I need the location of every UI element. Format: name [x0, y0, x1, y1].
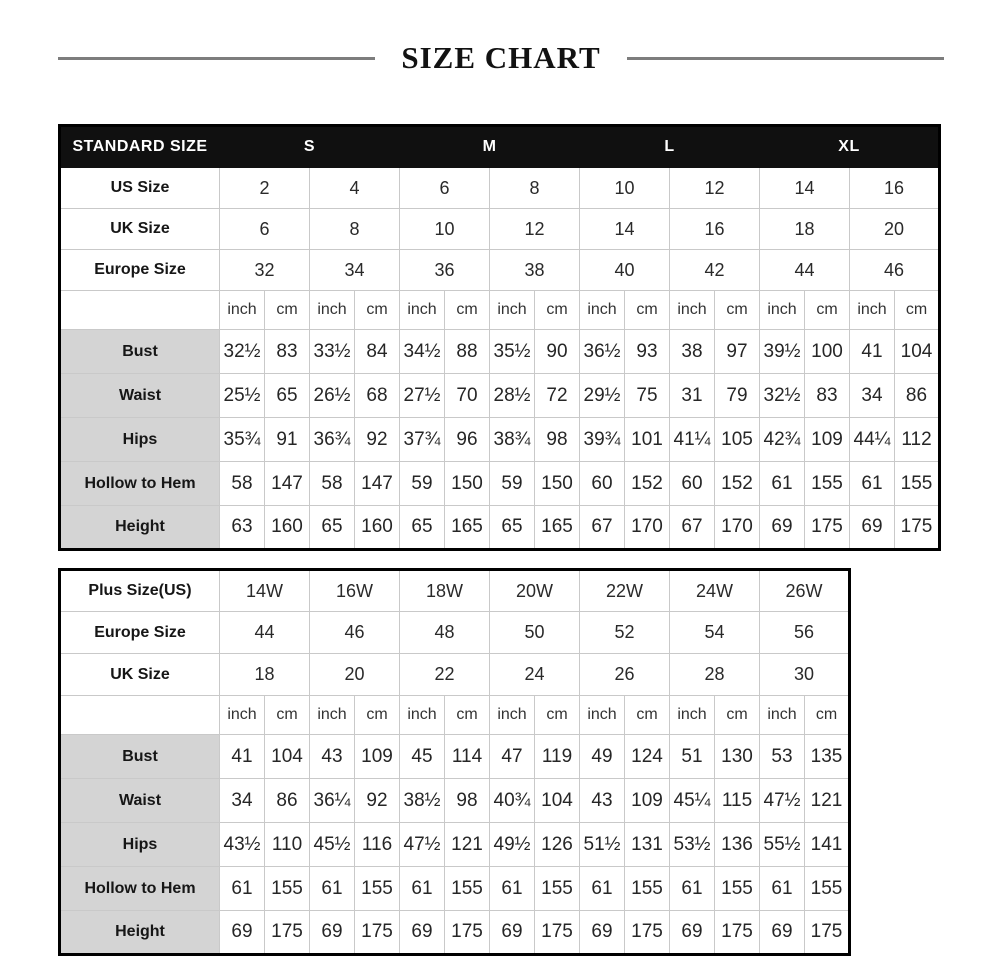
measure-value: 49½ [490, 823, 535, 867]
measure-value: 37¾ [400, 418, 445, 462]
measure-value: 69 [400, 911, 445, 955]
unit-inch-label: inch [760, 696, 805, 735]
measure-value: 58 [220, 462, 265, 506]
measure-value: 165 [445, 506, 490, 550]
measure-label: Hips [60, 418, 220, 462]
measure-label: Waist [60, 374, 220, 418]
size-value: 32 [220, 250, 310, 291]
unit-cm-label: cm [535, 291, 580, 330]
measure-value: 53 [760, 735, 805, 779]
size-value: 10 [580, 168, 670, 209]
measure-value: 39½ [760, 330, 805, 374]
measure-label: Hips [60, 823, 220, 867]
measure-value: 35¾ [220, 418, 265, 462]
size-row [60, 168, 940, 209]
measure-value: 131 [625, 823, 670, 867]
measure-row [60, 506, 940, 550]
measure-value: 84 [355, 330, 400, 374]
measure-value: 35½ [490, 330, 535, 374]
measure-value: 175 [535, 911, 580, 955]
measure-value: 61 [580, 867, 625, 911]
measure-value: 59 [490, 462, 535, 506]
size-value: 46 [310, 612, 400, 654]
measure-row [60, 374, 940, 418]
measure-value: 114 [445, 735, 490, 779]
measure-value: 40¾ [490, 779, 535, 823]
measure-value: 43½ [220, 823, 265, 867]
size-value: 2 [220, 168, 310, 209]
page-title: SIZE CHART [401, 40, 601, 75]
measure-value: 175 [265, 911, 310, 955]
measure-value: 98 [445, 779, 490, 823]
measure-value: 61 [850, 462, 895, 506]
measure-value: 28½ [490, 374, 535, 418]
unit-inch-label: inch [580, 291, 625, 330]
measure-value: 124 [625, 735, 670, 779]
measure-value: 119 [535, 735, 580, 779]
measure-label: Height [60, 911, 220, 955]
size-row [60, 209, 940, 250]
standard-size-table [58, 124, 941, 551]
measure-row [60, 823, 850, 867]
unit-inch-label: inch [760, 291, 805, 330]
measure-value: 115 [715, 779, 760, 823]
measure-value: 34 [850, 374, 895, 418]
measure-value: 155 [805, 867, 850, 911]
measure-value: 31 [670, 374, 715, 418]
size-value: 14W [220, 570, 310, 612]
unit-cm-label: cm [805, 696, 850, 735]
measure-value: 61 [220, 867, 265, 911]
measure-value: 86 [895, 374, 940, 418]
measure-value: 116 [355, 823, 400, 867]
measure-value: 155 [355, 867, 400, 911]
measure-value: 90 [535, 330, 580, 374]
measure-value: 170 [625, 506, 670, 550]
measure-value: 175 [805, 911, 850, 955]
measure-value: 150 [445, 462, 490, 506]
unit-inch-label: inch [490, 696, 535, 735]
measure-value: 92 [355, 418, 400, 462]
measure-value: 155 [715, 867, 760, 911]
measure-value: 104 [895, 330, 940, 374]
measure-value: 68 [355, 374, 400, 418]
measure-value: 69 [850, 506, 895, 550]
measure-value: 65 [310, 506, 355, 550]
size-value: 12 [490, 209, 580, 250]
measure-value: 51½ [580, 823, 625, 867]
row-label-empty [60, 696, 220, 735]
unit-cm-label: cm [265, 696, 310, 735]
measure-value: 49 [580, 735, 625, 779]
measure-value: 155 [895, 462, 940, 506]
size-value: 30 [760, 654, 850, 696]
measure-value: 155 [625, 867, 670, 911]
unit-inch-label: inch [220, 696, 265, 735]
measure-value: 61 [760, 462, 805, 506]
measure-value: 59 [400, 462, 445, 506]
measure-value: 72 [535, 374, 580, 418]
size-value: 38 [490, 250, 580, 291]
measure-value: 175 [895, 506, 940, 550]
measure-value: 79 [715, 374, 760, 418]
size-value: 42 [670, 250, 760, 291]
measure-value: 41¼ [670, 418, 715, 462]
measure-value: 43 [310, 735, 355, 779]
size-value: 24 [490, 654, 580, 696]
unit-cm-label: cm [445, 291, 490, 330]
unit-inch-label: inch [400, 291, 445, 330]
measure-value: 39¾ [580, 418, 625, 462]
size-row [60, 250, 940, 291]
measure-value: 69 [220, 911, 265, 955]
measure-value: 104 [265, 735, 310, 779]
measure-row [60, 330, 940, 374]
measure-value: 41 [850, 330, 895, 374]
measure-value: 42¾ [760, 418, 805, 462]
measure-value: 60 [670, 462, 715, 506]
unit-cm-label: cm [265, 291, 310, 330]
measure-value: 69 [310, 911, 355, 955]
measure-value: 61 [310, 867, 355, 911]
measure-label: Height [60, 506, 220, 550]
measure-row [60, 735, 850, 779]
size-value: 10 [400, 209, 490, 250]
measure-value: 60 [580, 462, 625, 506]
measure-value: 175 [715, 911, 760, 955]
size-value: 14 [760, 168, 850, 209]
page-title-row [58, 40, 944, 76]
unit-inch-label: inch [220, 291, 265, 330]
size-value: 54 [670, 612, 760, 654]
size-value: 56 [760, 612, 850, 654]
measure-value: 45 [400, 735, 445, 779]
unit-inch-label: inch [850, 291, 895, 330]
measure-label: Bust [60, 735, 220, 779]
measure-value: 170 [715, 506, 760, 550]
measure-value: 98 [535, 418, 580, 462]
size-value: 48 [400, 612, 490, 654]
measure-value: 83 [805, 374, 850, 418]
measure-value: 34½ [400, 330, 445, 374]
unit-inch-label: inch [310, 696, 355, 735]
measure-label: Hollow to Hem [60, 462, 220, 506]
unit-inch-label: inch [310, 291, 355, 330]
measure-value: 26½ [310, 374, 355, 418]
unit-row [60, 291, 940, 330]
measure-value: 110 [265, 823, 310, 867]
measure-value: 175 [805, 506, 850, 550]
measure-row [60, 418, 940, 462]
size-value: 52 [580, 612, 670, 654]
measure-value: 65 [490, 506, 535, 550]
unit-cm-label: cm [625, 291, 670, 330]
measure-value: 155 [805, 462, 850, 506]
measure-value: 109 [355, 735, 400, 779]
unit-cm-label: cm [895, 291, 940, 330]
size-value: 22W [580, 570, 670, 612]
row-label: US Size [60, 168, 220, 209]
measure-value: 65 [400, 506, 445, 550]
size-value: 14 [580, 209, 670, 250]
size-value: 16W [310, 570, 400, 612]
size-group-label: L [580, 126, 760, 168]
title-divider-left [58, 57, 375, 60]
measure-value: 135 [805, 735, 850, 779]
row-label: Europe Size [60, 612, 220, 654]
measure-row [60, 867, 850, 911]
size-value: 8 [310, 209, 400, 250]
measure-value: 38 [670, 330, 715, 374]
measure-value: 160 [265, 506, 310, 550]
measure-value: 69 [760, 911, 805, 955]
plus-size-table [58, 568, 851, 956]
unit-cm-label: cm [355, 696, 400, 735]
measure-value: 147 [265, 462, 310, 506]
measure-value: 69 [760, 506, 805, 550]
size-value: 44 [760, 250, 850, 291]
size-group-label: XL [760, 126, 940, 168]
measure-value: 175 [355, 911, 400, 955]
measure-value: 63 [220, 506, 265, 550]
measure-value: 83 [265, 330, 310, 374]
unit-inch-label: inch [670, 291, 715, 330]
size-value: 12 [670, 168, 760, 209]
measure-value: 70 [445, 374, 490, 418]
measure-value: 36½ [580, 330, 625, 374]
unit-cm-label: cm [445, 696, 490, 735]
measure-value: 34 [220, 779, 265, 823]
size-value: 20 [850, 209, 940, 250]
row-label-empty [60, 291, 220, 330]
row-label: UK Size [60, 654, 220, 696]
measure-value: 61 [670, 867, 715, 911]
measure-value: 147 [355, 462, 400, 506]
measure-value: 29½ [580, 374, 625, 418]
measure-value: 155 [445, 867, 490, 911]
measure-value: 44¼ [850, 418, 895, 462]
measure-value: 65 [265, 374, 310, 418]
size-row [60, 612, 850, 654]
measure-value: 47½ [760, 779, 805, 823]
size-value: 44 [220, 612, 310, 654]
size-value: 6 [400, 168, 490, 209]
measure-value: 43 [580, 779, 625, 823]
measure-label: Waist [60, 779, 220, 823]
size-value: 26 [580, 654, 670, 696]
measure-value: 41 [220, 735, 265, 779]
unit-row [60, 696, 850, 735]
measure-value: 51 [670, 735, 715, 779]
size-value: 16 [850, 168, 940, 209]
measure-value: 175 [625, 911, 670, 955]
measure-value: 101 [625, 418, 670, 462]
measure-value: 32½ [760, 374, 805, 418]
size-row [60, 654, 850, 696]
measure-value: 36¼ [310, 779, 355, 823]
measure-value: 25½ [220, 374, 265, 418]
measure-value: 175 [445, 911, 490, 955]
size-group-label: M [400, 126, 580, 168]
unit-cm-label: cm [715, 291, 760, 330]
size-value: 18 [760, 209, 850, 250]
unit-inch-label: inch [670, 696, 715, 735]
measure-value: 155 [535, 867, 580, 911]
measure-value: 152 [715, 462, 760, 506]
measure-value: 47 [490, 735, 535, 779]
size-value: 22 [400, 654, 490, 696]
measure-value: 45¼ [670, 779, 715, 823]
size-value: 46 [850, 250, 940, 291]
size-value: 34 [310, 250, 400, 291]
measure-label: Hollow to Hem [60, 867, 220, 911]
unit-cm-label: cm [625, 696, 670, 735]
measure-row [60, 779, 850, 823]
measure-value: 121 [445, 823, 490, 867]
unit-cm-label: cm [805, 291, 850, 330]
measure-value: 38½ [400, 779, 445, 823]
table-header-row [60, 126, 940, 168]
unit-cm-label: cm [355, 291, 400, 330]
measure-value: 53½ [670, 823, 715, 867]
measure-value: 27½ [400, 374, 445, 418]
measure-value: 121 [805, 779, 850, 823]
size-value: 18W [400, 570, 490, 612]
measure-value: 61 [400, 867, 445, 911]
size-value: 4 [310, 168, 400, 209]
measure-value: 130 [715, 735, 760, 779]
measure-value: 100 [805, 330, 850, 374]
size-value: 24W [670, 570, 760, 612]
measure-value: 61 [760, 867, 805, 911]
measure-value: 38¾ [490, 418, 535, 462]
unit-inch-label: inch [490, 291, 535, 330]
measure-value: 160 [355, 506, 400, 550]
size-value: 6 [220, 209, 310, 250]
size-value: 40 [580, 250, 670, 291]
measure-value: 32½ [220, 330, 265, 374]
measure-value: 67 [580, 506, 625, 550]
measure-value: 91 [265, 418, 310, 462]
measure-value: 109 [805, 418, 850, 462]
size-value: 26W [760, 570, 850, 612]
measure-value: 104 [535, 779, 580, 823]
size-value: 16 [670, 209, 760, 250]
measure-value: 155 [265, 867, 310, 911]
measure-value: 141 [805, 823, 850, 867]
unit-cm-label: cm [715, 696, 760, 735]
measure-value: 112 [895, 418, 940, 462]
size-value: 20W [490, 570, 580, 612]
size-row [60, 570, 850, 612]
measure-value: 109 [625, 779, 670, 823]
size-value: 20 [310, 654, 400, 696]
measure-value: 92 [355, 779, 400, 823]
measure-value: 165 [535, 506, 580, 550]
measure-value: 36¾ [310, 418, 355, 462]
size-group-label: S [220, 126, 400, 168]
row-label: Plus Size(US) [60, 570, 220, 612]
measure-value: 105 [715, 418, 760, 462]
measure-value: 61 [490, 867, 535, 911]
measure-value: 69 [490, 911, 535, 955]
measure-label: Bust [60, 330, 220, 374]
size-value: 8 [490, 168, 580, 209]
measure-value: 126 [535, 823, 580, 867]
measure-value: 69 [670, 911, 715, 955]
measure-value: 86 [265, 779, 310, 823]
unit-cm-label: cm [535, 696, 580, 735]
measure-value: 93 [625, 330, 670, 374]
measure-value: 150 [535, 462, 580, 506]
unit-inch-label: inch [400, 696, 445, 735]
size-value: 28 [670, 654, 760, 696]
size-value: 36 [400, 250, 490, 291]
row-label: UK Size [60, 209, 220, 250]
measure-value: 96 [445, 418, 490, 462]
measure-row [60, 462, 940, 506]
measure-value: 97 [715, 330, 760, 374]
measure-value: 69 [580, 911, 625, 955]
measure-row [60, 911, 850, 955]
size-value: 18 [220, 654, 310, 696]
header-title: STANDARD SIZE [60, 126, 220, 168]
measure-value: 88 [445, 330, 490, 374]
size-value: 50 [490, 612, 580, 654]
measure-value: 33½ [310, 330, 355, 374]
unit-inch-label: inch [580, 696, 625, 735]
title-divider-right [627, 57, 944, 60]
measure-value: 67 [670, 506, 715, 550]
measure-value: 47½ [400, 823, 445, 867]
measure-value: 58 [310, 462, 355, 506]
measure-value: 55½ [760, 823, 805, 867]
measure-value: 152 [625, 462, 670, 506]
measure-value: 136 [715, 823, 760, 867]
measure-value: 75 [625, 374, 670, 418]
measure-value: 45½ [310, 823, 355, 867]
row-label: Europe Size [60, 250, 220, 291]
